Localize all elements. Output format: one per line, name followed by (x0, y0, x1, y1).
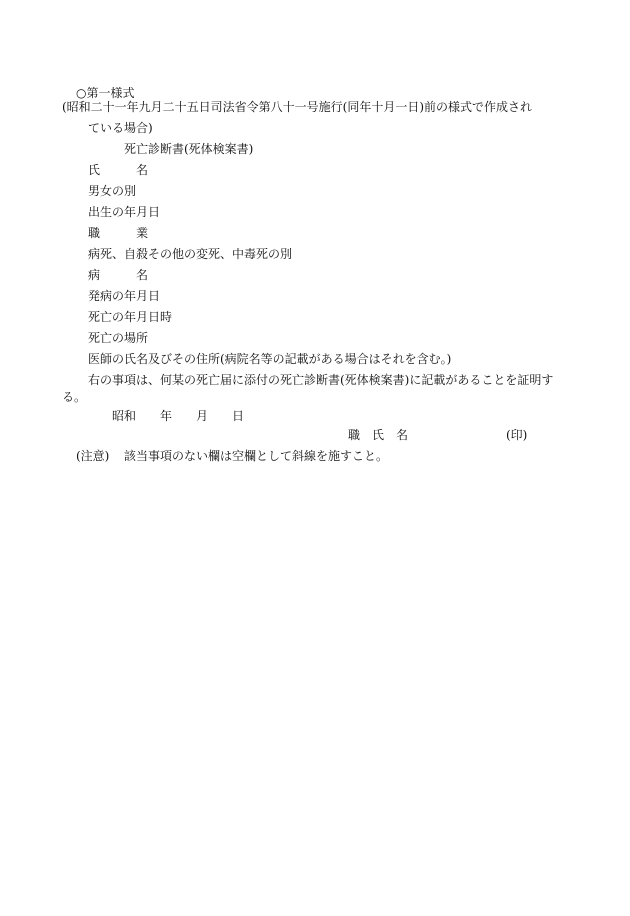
field-occupation: 職 業 (88, 226, 149, 240)
field-doctor: 医師の氏名及びその住所(病院名等の記載がある場合はそれを含む。) (88, 352, 452, 366)
certification-line-2: る。 (62, 390, 87, 404)
field-death-place: 死亡の場所 (88, 331, 149, 345)
field-birthdate: 出生の年月日 (88, 205, 161, 219)
subtitle-line-1: (昭和二十一年九月二十五日司法省令第八十一号施行(同年十月一日)前の様式で作成され (62, 100, 533, 114)
seal-mark: (印) (506, 428, 528, 442)
form-name: 死亡診断書(死体検案書) (124, 142, 254, 156)
note-label: (注意) (76, 449, 110, 463)
field-sex: 男女の別 (88, 184, 137, 198)
subtitle-line-2: ている場合) (88, 121, 153, 135)
field-death-datetime: 死亡の年月日時 (88, 310, 173, 324)
form-title: ○第一様式 (76, 86, 135, 100)
field-disease: 病 名 (88, 268, 149, 282)
field-onset-date: 発病の年月日 (88, 289, 161, 303)
certification-line-1: 右の事項は、何某の死亡届に添付の死亡診断書(死体検案書)に記載があることを証明す (88, 373, 554, 387)
note-text: 該当事項のない欄は空欄として斜線を施すこと。 (124, 449, 389, 463)
field-name: 氏 名 (88, 163, 149, 177)
date-line: 昭和 年 月 日 (112, 409, 245, 423)
field-death-type: 病死、自殺その他の変死、中毒死の別 (88, 247, 293, 261)
signer-label: 職 氏 名 (348, 428, 409, 442)
